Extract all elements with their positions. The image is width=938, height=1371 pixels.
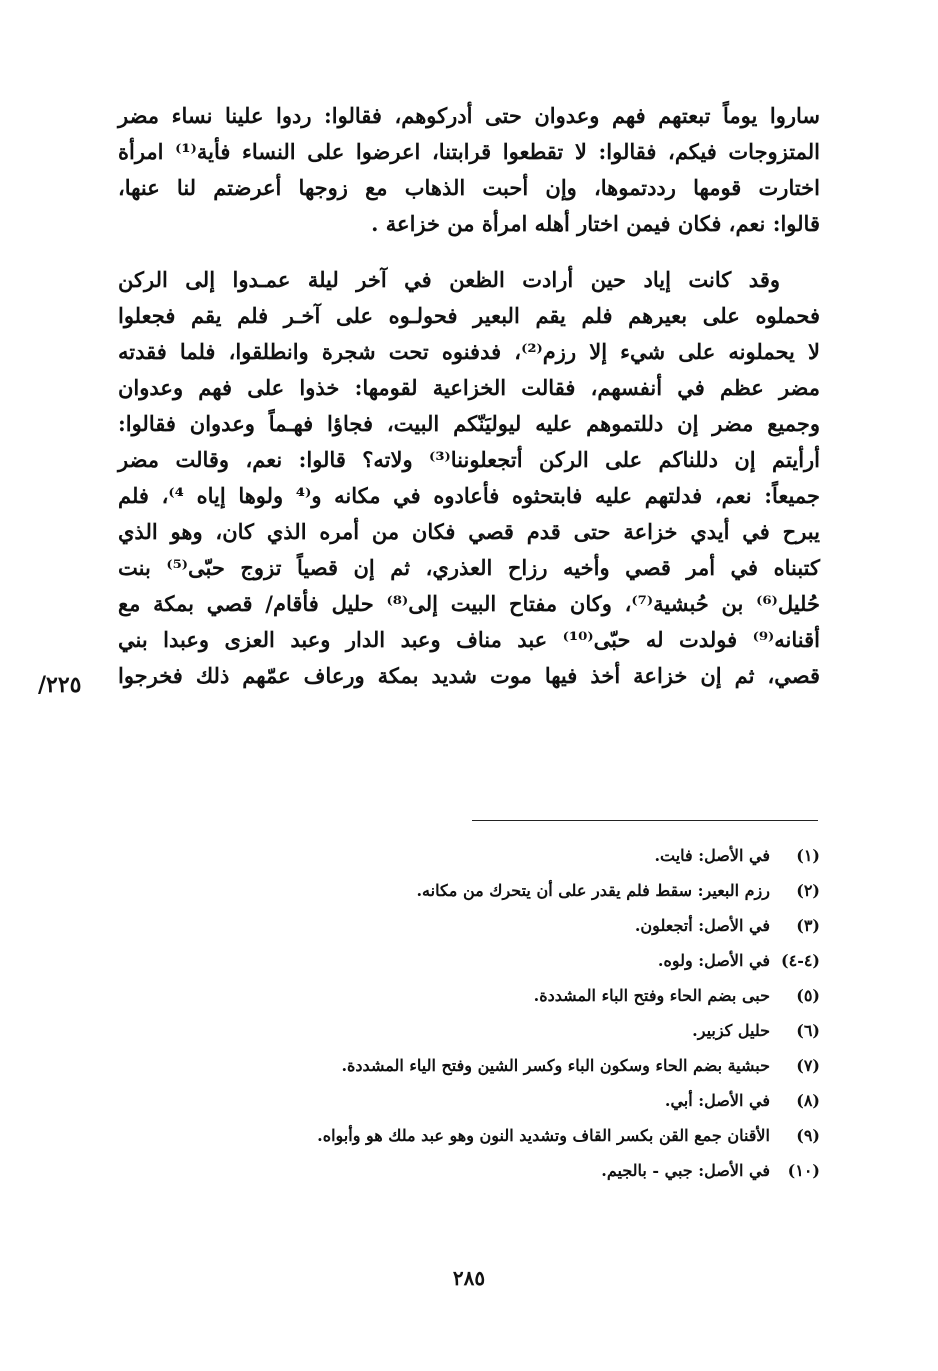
footnote-text: رزم البعير: سقط فلم يقدر على أن يتحرك من مكانه.	[416, 881, 770, 900]
footnotes	[140, 846, 820, 1196]
footnote-text: في الأصل: فايت.	[654, 846, 770, 865]
footnote	[140, 1091, 820, 1126]
paragraph-2	[118, 262, 820, 694]
text-line: قصي، ثم إن خزاعة أخذ فيها موت شديد بمكة ورعاف عمّهم ذلك فخرجوا	[118, 663, 820, 688]
footnote-text: في الأصل: أتجعلون.	[634, 916, 770, 935]
footnote	[140, 1161, 820, 1196]
footnote-text: حبى بضم الحاء وفتح الباء المشددة.	[533, 986, 770, 1005]
footnote	[140, 1126, 820, 1161]
page-number: ٢٨٥	[452, 1266, 486, 1290]
text-line: لا يحملونه على شيء إلا رزم⁽²⁾، فدفنوه تحت شجرة وانطلقوا، فلما فقدته	[118, 339, 820, 364]
text-line: فحملوه على بعيرهم فلم يقم البعير فحولـوه على آخـر فلم يقم فجعلوا	[118, 303, 820, 328]
footnote-text: حليل كزبير.	[692, 1021, 770, 1040]
footnote-text: في الأصل: جبي - بالجيم.	[601, 1161, 770, 1180]
footnote	[140, 951, 820, 986]
text-line: المتزوجات فيكم، فقالوا: لا تقطعوا قرابتنا، اعرضوا على النساء فأية⁽¹⁾ امرأة	[118, 139, 820, 164]
footnote-text: في الأصل: ولوه.	[657, 951, 770, 970]
text-line: أرأيتم إن دللناكم على الركن أتجعلوننا⁽³⁾ ولاته؟ قالوا: نعم، وقالت مضر	[118, 447, 821, 472]
footnote-number: (٤-٤)	[781, 951, 820, 970]
footnote	[140, 881, 820, 916]
main-text	[118, 98, 820, 694]
text-line: ساروا يوماً تبعتهم فهم وعدوان حتى أدركوهم، فقالوا: ردوا علينا نساء مضر	[118, 103, 820, 128]
footnote-separator	[472, 820, 818, 821]
footnote-text: الأقنان جمع القن بكسر القاف وتشديد النون وهو عبد ملك هو وأبواه.	[317, 1126, 770, 1145]
footnote	[140, 916, 820, 951]
text-line: حُليل⁽⁶⁾ بن حُبشية⁽⁷⁾، وكان مفتاح البيت إلى⁽⁸⁾ حليل فأقام/ قصي بمكة مع	[118, 591, 820, 616]
text-line: أقنانه⁽⁹⁾ فولدت له حبّى⁽¹⁰⁾ عبد مناف وعبد الدار وعبد العزى وعبدا بني	[118, 627, 821, 652]
text-line: مضر عظم في أنفسهم، فقالت الخزاعية لقومها: خذوا على فهم وعدوان	[118, 375, 820, 400]
footnote	[140, 1056, 820, 1091]
margin-page-reference: ٢٢٥/	[38, 672, 82, 698]
footnote-number: (٣)	[796, 916, 820, 935]
text-line: وجميع مضر إن دللتموهم عليه ليوليَنّكم البيت، فجاؤا فهـماً وعدوان فقالوا:	[118, 411, 820, 436]
text-line: كتبناه في أمر قصي وأخيه رزاح العذري، ثم إن قصياً تزوج حبّى⁽⁵⁾ بنت	[118, 555, 821, 580]
text-line: جميعاً: نعم، فدلتهم عليه فابتحثوه فأعادوه في مكانه و⁽⁴ ولوها إياه ⁴⁾، فلم	[118, 483, 821, 508]
footnote-text: في الأصل: أبي.	[664, 1091, 770, 1110]
footnote-number: (١٠)	[787, 1161, 820, 1180]
paragraph-1	[118, 98, 820, 242]
footnote-number: (٥)	[796, 986, 820, 1005]
footnote	[140, 1021, 820, 1056]
footnote	[140, 986, 820, 1021]
footnote-number: (٦)	[796, 1021, 820, 1040]
footnote-text: حبشية بضم الحاء وسكون الباء وكسر الشين وفتح الياء المشددة.	[341, 1056, 770, 1075]
text-line: وقد كانت إياد حين أرادت الظعن في آخر ليلة عمـدوا إلى الركن	[118, 267, 780, 292]
footnote-number: (٧)	[796, 1056, 820, 1075]
text-line: قالوا: نعم، فكان فيمن اختار أهله امرأة من خزاعة .	[371, 211, 820, 236]
footnote	[140, 846, 820, 881]
text-line: يبرح في أيدي خزاعة حتى قدم قصي فكان من أمره الذي كان، وهو الذي	[118, 519, 820, 544]
footnote-number: (٢)	[796, 881, 820, 900]
text-line: اختارت قومها رددتموها، وإن أحبت الذهاب مع زوجها أعرضتم لنا عنها،	[118, 175, 820, 200]
footnote-number: (٩)	[796, 1126, 820, 1145]
footnote-number: (١)	[796, 846, 820, 865]
footnote-number: (٨)	[796, 1091, 820, 1110]
